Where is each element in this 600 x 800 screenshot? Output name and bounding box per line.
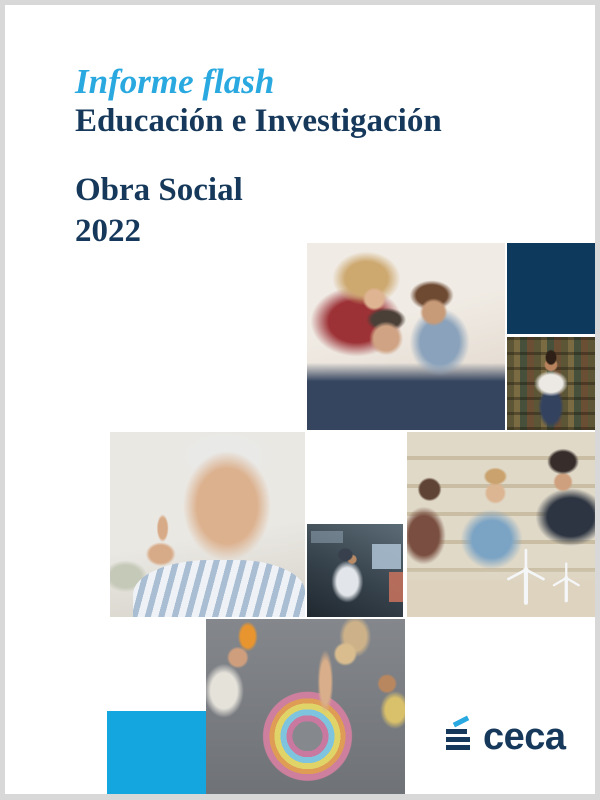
photo-senior-thumbs-up	[110, 432, 305, 617]
navy-accent-square	[507, 243, 595, 334]
ceca-logo-icon	[445, 718, 472, 751]
lab-equipment	[311, 531, 344, 542]
lab-monitor	[389, 572, 403, 602]
photo-shopkeeper	[507, 337, 595, 430]
report-title: Educación e Investigación	[75, 103, 442, 139]
ceca-logo-text: ceca	[483, 716, 566, 758]
cyan-accent-square	[107, 711, 206, 794]
logo-bar	[446, 745, 470, 750]
photo-family	[307, 243, 505, 430]
ceca-logo	[445, 716, 566, 758]
photo-children-chalk-rainbow	[206, 619, 405, 794]
report-subtitle	[75, 170, 243, 252]
wind-turbine-icon	[467, 528, 591, 609]
report-year: 2022	[75, 213, 141, 249]
logo-accent-stroke	[453, 716, 470, 728]
subtitle-line: Obra Social	[75, 172, 243, 208]
photo-students-wind-turbines	[407, 432, 595, 617]
logo-bar	[446, 729, 467, 734]
report-type-label: Informe flash	[75, 62, 275, 101]
logo-bar	[446, 737, 470, 742]
lab-monitor	[372, 544, 401, 568]
photo-researcher-lab	[307, 524, 403, 617]
